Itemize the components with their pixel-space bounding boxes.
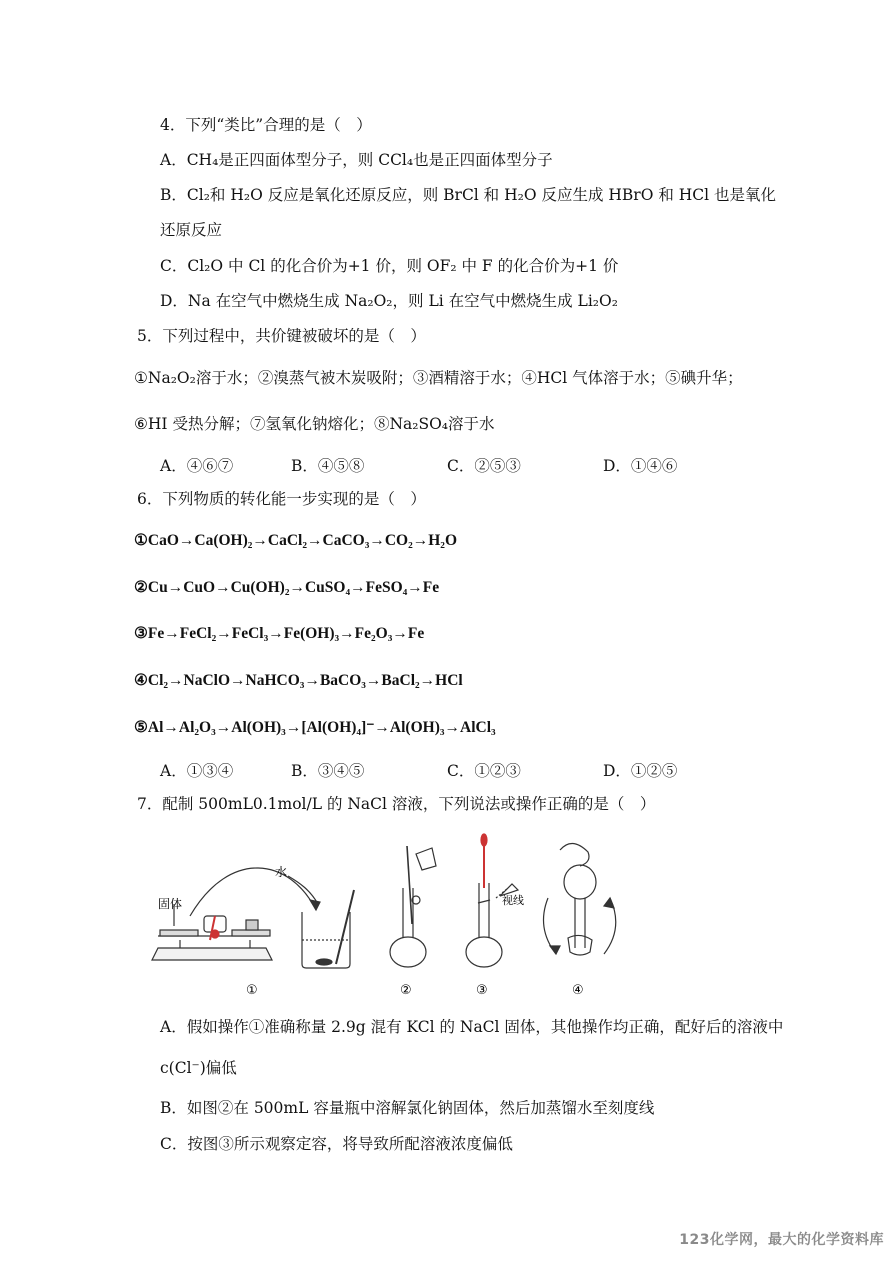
q4-option-b-line2: 还原反应 xyxy=(160,221,223,239)
label-step-2: ② xyxy=(400,983,412,998)
q5-option-d: D．①④⑥ xyxy=(603,457,678,475)
q6-route-2: ②Cu→CuO→Cu(OH)₂→CuSO₄→FeSO₄→Fe xyxy=(134,579,440,596)
q7-option-a-line1: A．假如操作①准确称量 2.9g 混有 KCl 的 NaCl 固体，其他操作均正确，配好后的溶液中 xyxy=(160,1018,784,1036)
q5-options xyxy=(160,454,720,476)
q4-option-d: D．Na 在空气中燃烧生成 Na₂O₂，则 Li 在空气中燃烧生成 Li₂O₂ xyxy=(160,292,618,310)
q6-option-b: B．③④⑤ xyxy=(291,762,365,780)
q5-items-line1: ①Na₂O₂溶于水；②溴蒸气被木炭吸附；③酒精溶于水；④HCl 气体溶于水；⑤碘升华； xyxy=(134,369,743,387)
q6-option-c: C．①②③ xyxy=(447,762,521,780)
q7-option-b: B．如图②在 500mL 容量瓶中溶解氯化钠固体，然后加蒸馏水至刻度线 xyxy=(160,1099,655,1117)
q6-route-3: ③Fe→FeCl₂→FeCl₃→Fe(OH)₃→Fe₂O₃→Fe xyxy=(134,625,425,642)
q6-stem: 6．下列物质的转化能一步实现的是（ ） xyxy=(137,490,426,508)
label-sight: 视线 xyxy=(502,895,524,907)
label-solid: 固体 xyxy=(158,897,183,911)
q6-option-d: D．①②⑤ xyxy=(603,762,678,780)
q5-option-c: C．②⑤③ xyxy=(447,457,521,475)
apparatus-diagram xyxy=(140,828,620,998)
label-step-1: ① xyxy=(246,983,258,998)
q4-option-a: A．CH₄是正四面体型分子，则 CCl₄也是正四面体型分子 xyxy=(160,151,553,169)
q6-route-5: ⑤Al→Al₂O₃→Al(OH)₃→[Al(OH)₄]⁻→Al(OH)₃→AlCl₃ xyxy=(134,719,496,736)
q5-stem: 5．下列过程中，共价键被破坏的是（ ） xyxy=(137,327,426,345)
q6-route-4: ④Cl₂→NaClO→NaHCO₃→BaCO₃→BaCl₂→HCl xyxy=(134,672,463,689)
q5-items-line2: ⑥HI 受热分解；⑦氢氧化钠熔化；⑧Na₂SO₄溶于水 xyxy=(134,415,495,433)
q7-apparatus-figure xyxy=(140,828,620,998)
q6-option-a: A．①③④ xyxy=(160,762,234,780)
q4-option-c: C．Cl₂O 中 Cl 的化合价为+1 价，则 OF₂ 中 F 的化合价为+1 价 xyxy=(160,257,619,275)
watermark-footer: 123化学网，最大的化学资料库 xyxy=(679,1232,884,1248)
q5-option-a: A．④⑥⑦ xyxy=(160,457,234,475)
q7-option-a-line2: c(Cl⁻)偏低 xyxy=(160,1059,237,1077)
q7-stem: 7．配制 500mL0.1mol/L 的 NaCl 溶液，下列说法或操作正确的是（ ） xyxy=(137,795,656,813)
q6-route-1: ①CaO→Ca(OH)₂→CaCl₂→CaCO₃→CO₂→H₂O xyxy=(134,532,458,549)
label-step-4: ④ xyxy=(572,983,584,998)
label-step-3: ③ xyxy=(476,983,488,998)
q4-option-b-line1: B．Cl₂和 H₂O 反应是氧化还原反应，则 BrCl 和 H₂O 反应生成 HBrO 和 HCl 也是氧化 xyxy=(160,186,777,204)
q7-option-c: C．按图③所示观察定容，将导致所配溶液浓度偏低 xyxy=(160,1135,513,1153)
label-water: 水 xyxy=(275,865,288,879)
q6-options xyxy=(160,759,720,781)
q4-stem: 4．下列“类比”合理的是（ ） xyxy=(160,116,372,134)
q5-option-b: B．④⑤⑧ xyxy=(291,457,365,475)
